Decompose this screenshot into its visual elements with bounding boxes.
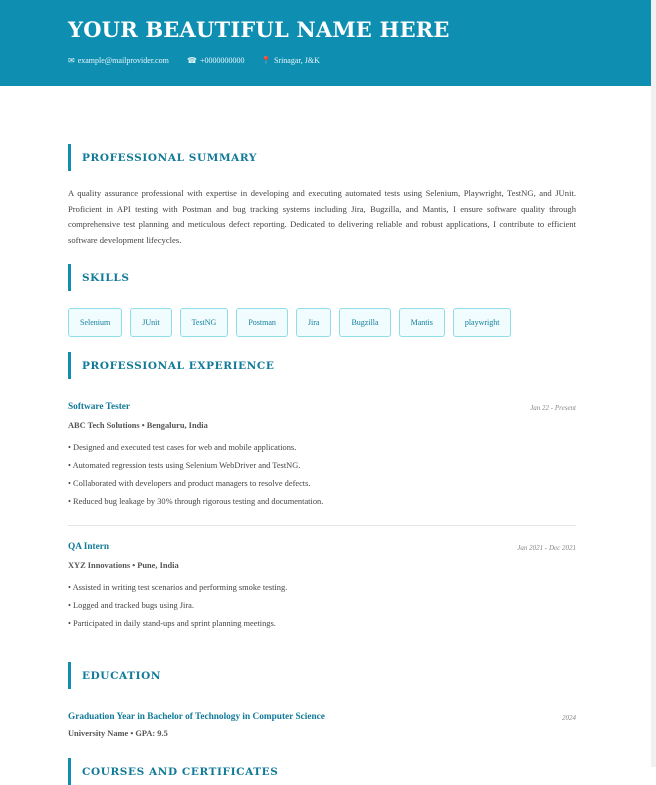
list-item: • Assisted in writing test scenarios and performing smoke testing.: [68, 583, 288, 592]
list-item: • Reduced bug leakage by 30% through rigorous testing and documentation.: [68, 497, 324, 506]
job-divider: [68, 525, 576, 526]
job-company: XYZ Innovations • Pune, India: [68, 561, 179, 570]
section-title-education: EDUCATION: [68, 662, 161, 689]
list-item: • Designed and executed test cases for web and mobile applications.: [68, 443, 297, 452]
summary-text: A quality assurance professional with expertise in developing and executing automated tests using Selenium, Playwright, TestNG, and JUnit. Proficient in API testing with Postman and bug tracking systems including Jira, Bugzilla, and Mantis, I ensure software quality through comprehensive test planning and meticulous defect reporting. Dedicated to delivering reliable and robust applications, I contribute to efficient software development lifecycles.: [68, 188, 576, 245]
skill-chip: Mantis: [399, 308, 445, 337]
full-name: YOUR BEAUTIFUL NAME HERE: [68, 17, 450, 42]
job-date: Jan 2021 - Dec 2021: [517, 544, 576, 552]
contact-email[interactable]: [68, 56, 169, 65]
list-item: • Logged and tracked bugs using Jira.: [68, 601, 194, 610]
job-bullets: [68, 443, 323, 515]
resume-header: [0, 0, 651, 86]
job-role: Software Tester: [68, 402, 131, 412]
scrollbar[interactable]: [651, 0, 656, 767]
phone-icon: ☎: [187, 56, 197, 65]
skill-chip: Selenium: [68, 308, 122, 337]
skill-chip: JUnit: [130, 308, 171, 337]
skill-chip: Jira: [296, 308, 332, 337]
contact-location: [261, 56, 320, 65]
education-year: 2024: [562, 714, 576, 722]
location-pin-icon: 📍: [261, 56, 271, 65]
contact-phone[interactable]: [187, 56, 244, 65]
education-school: University Name • GPA: 9.5: [68, 729, 168, 738]
envelope-icon: ✉: [68, 56, 75, 65]
skill-chip: TestNG: [180, 308, 229, 337]
list-item: • Collaborated with developers and product managers to resolve defects.: [68, 479, 311, 488]
job-role: QA Intern: [68, 542, 110, 552]
job-date: Jan 22 - Present: [530, 404, 576, 412]
section-title-skills: SKILLS: [68, 264, 130, 291]
skill-chip: playwright: [453, 308, 512, 337]
email-text: example@mailprovider.com: [77, 56, 169, 65]
skill-chip: Bugzilla: [339, 308, 390, 337]
list-item: • Participated in daily stand-ups and sprint planning meetings.: [68, 619, 276, 628]
job-company: ABC Tech Solutions • Bengaluru, India: [68, 421, 208, 430]
section-title-experience: PROFESSIONAL EXPERIENCE: [68, 352, 274, 379]
education-degree: Graduation Year in Bachelor of Technology in Computer Science: [68, 712, 325, 722]
phone-text: +0000000000: [199, 56, 245, 65]
location-text: Srinagar, J&K: [273, 56, 320, 65]
job-bullets: [68, 583, 287, 637]
list-item: • Automated regression tests using Selenium WebDriver and TestNG.: [68, 461, 301, 470]
section-title-summary: PROFESSIONAL SUMMARY: [68, 144, 257, 171]
section-title-courses: COURSES AND CERTIFICATES: [68, 758, 278, 785]
skill-chip: Postman: [236, 308, 288, 337]
skills-list: [68, 308, 511, 337]
